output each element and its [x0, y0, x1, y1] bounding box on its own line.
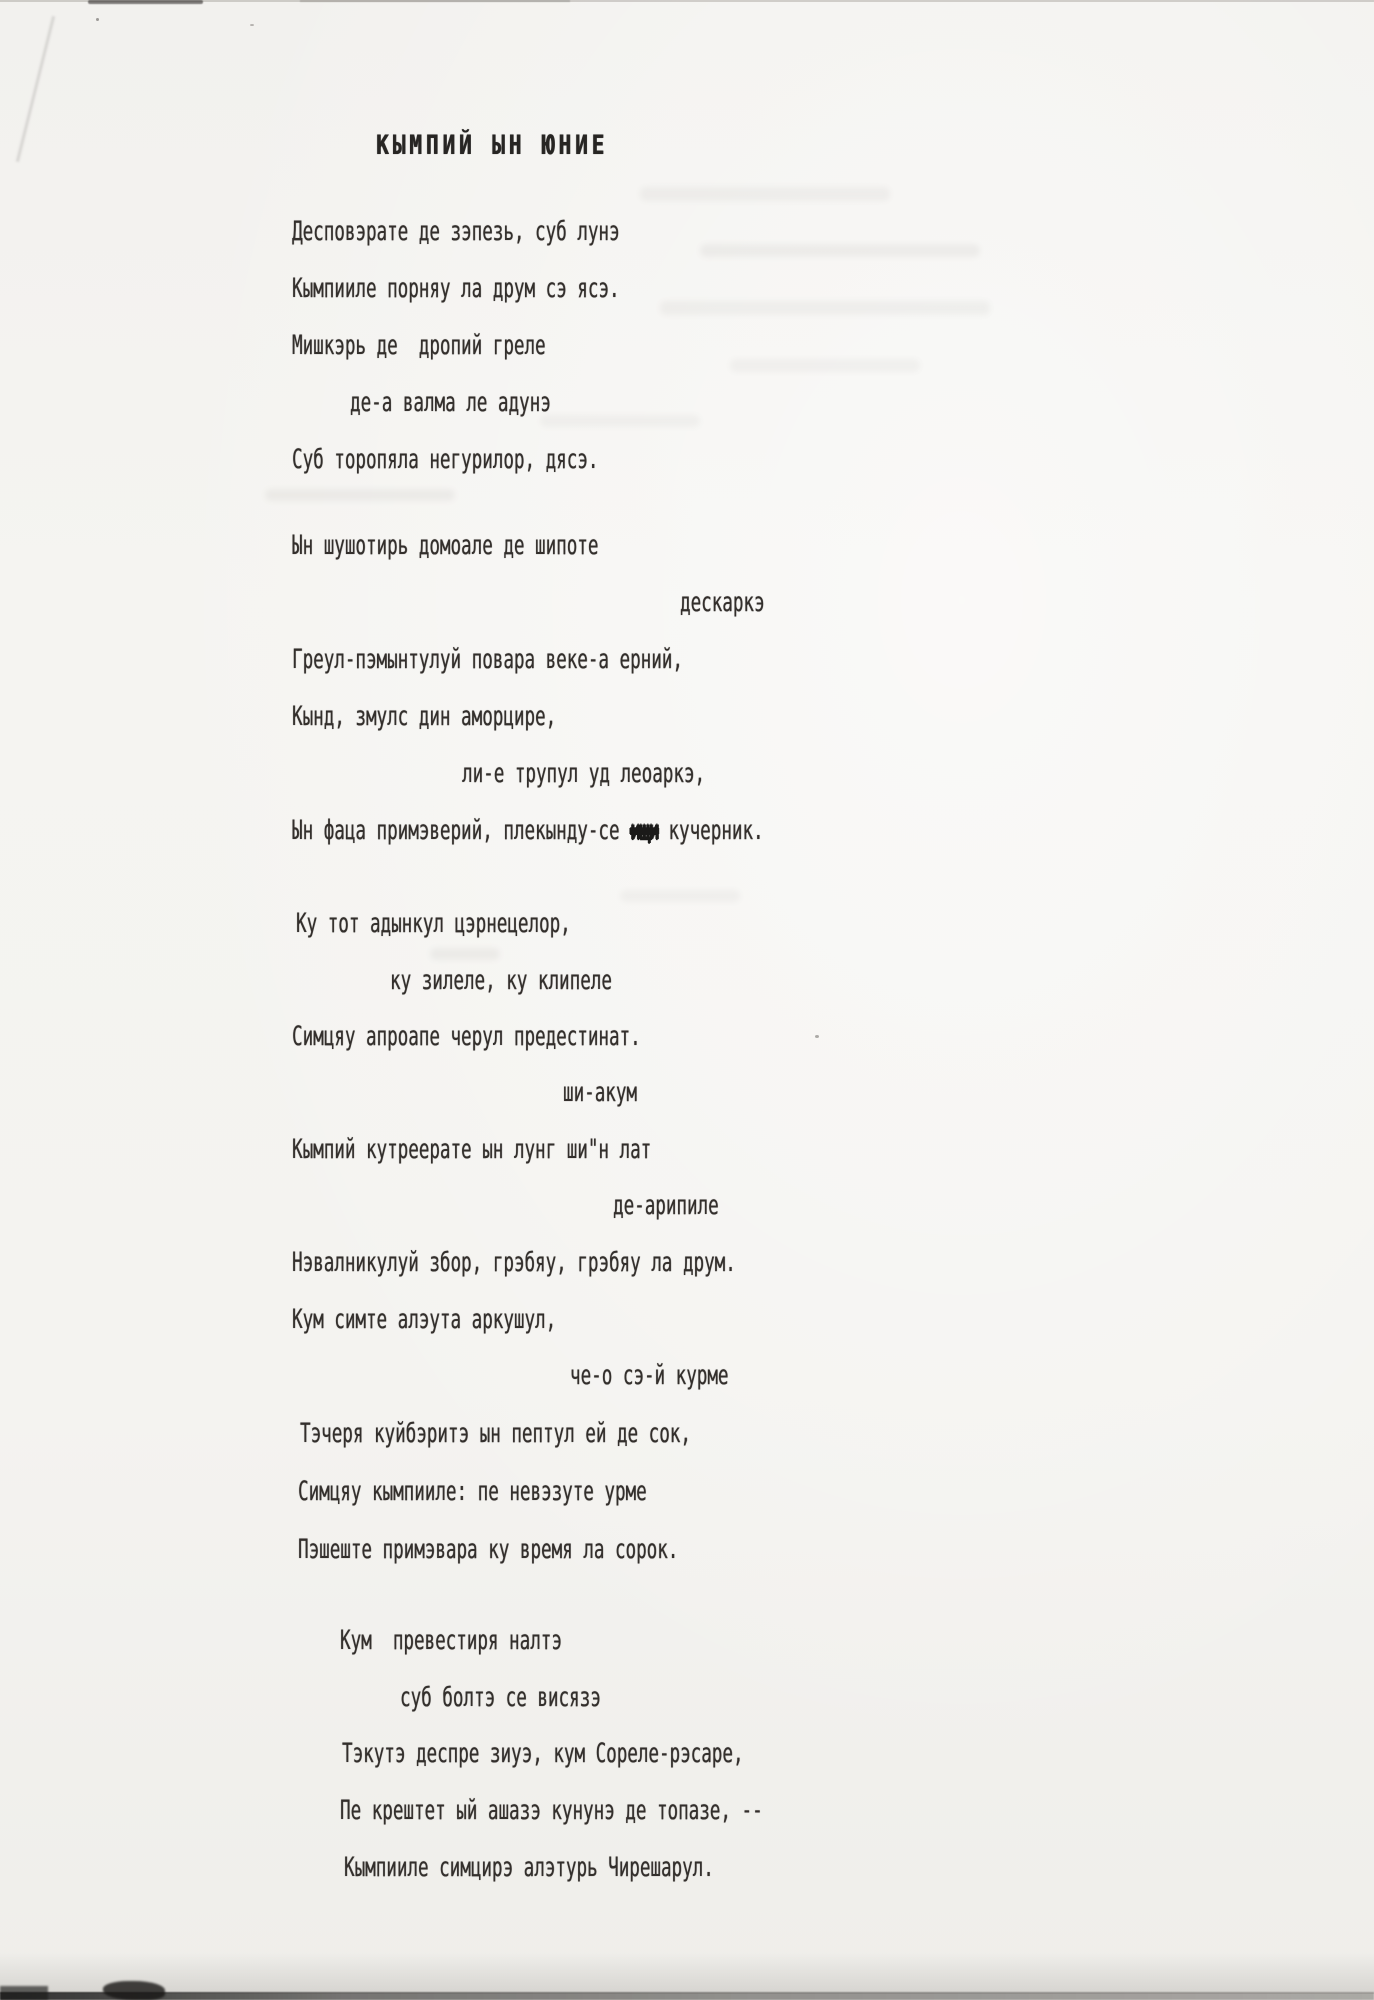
poem-line: Кум симте алэута аркушул, — [292, 1304, 557, 1335]
poem-line: Симцяу кымпииле: пе невэзуте урме — [298, 1476, 647, 1507]
bleed-through-smudge — [540, 415, 700, 427]
scan-artifact-bottom-edge — [0, 1992, 1374, 2000]
bleed-through-smudge — [700, 244, 980, 257]
poem-line: де-а валма ле адунэ — [350, 387, 551, 418]
poem-line: Ын шушотирь домоале де шипоте — [292, 530, 599, 561]
poem-line: Тэкутэ деспре зиуэ, кум Сореле-рэсаре, — [342, 1738, 744, 1769]
poem-title: КЫМПИЙ ЫН ЮНИЕ — [376, 130, 609, 161]
poem-line: де-арипиле — [613, 1190, 719, 1221]
poem-line: ши-акум — [563, 1077, 637, 1108]
poem-text: Ын фаца примэверий, плекынду-се — [292, 815, 631, 846]
poem-line: Симцяу апроапе черул предестинат. — [292, 1021, 641, 1052]
poem-line: Ку тот адынкул цэрнецелор, — [296, 908, 571, 939]
poem-line: Суб торопяла негурилор, дясэ. — [292, 444, 599, 475]
poem-line: Кымпий кутреерате ын лунг ши"н лат — [292, 1134, 652, 1165]
poem-line: Кынд, змулс дин аморцире, — [292, 701, 557, 732]
poem-line: Десповэрате де зэпезь, суб лунэ — [292, 216, 620, 247]
poem-line: Нэвалникулуй збор, грэбяу, грэбяу ла друм. — [292, 1247, 736, 1278]
poem-line: Мишкэрь де дропий греле — [292, 330, 546, 361]
bleed-through-smudge — [660, 301, 990, 315]
poem-line: Пэшеште примэвара ку время ла сорок. — [298, 1534, 679, 1565]
scan-artifact-crease — [16, 16, 55, 162]
poem-line: че-о сэ-й курме — [570, 1360, 729, 1391]
scan-artifact-corner — [0, 1986, 48, 2000]
bleed-through-smudge — [265, 489, 455, 501]
poem-line: дескаркэ — [680, 587, 765, 618]
bleed-through-smudge — [620, 890, 740, 902]
scan-artifact-speck — [815, 1035, 819, 1038]
scan-artifact-speck — [96, 18, 99, 21]
bleed-through-smudge — [640, 187, 890, 201]
poem-line: Греул-пэмынтулуй повара веке-а ерний, — [292, 644, 683, 675]
poem-line — [292, 817, 764, 844]
poem-line: суб болтэ се висязэ — [400, 1682, 601, 1713]
scan-artifact-top-smudge — [88, 0, 203, 4]
poem-text: кучерник. — [657, 815, 764, 846]
poem-line: ли-е трупул уд леоаркэ, — [462, 758, 706, 789]
scan-artifact-speck — [250, 24, 254, 26]
poem-line: Пе крештет ый ашазэ кунунэ де топазе, -- — [340, 1795, 763, 1826]
scan-artifact-bottom-blob — [103, 1981, 165, 2000]
overtyped-struck-word: ищи — [630, 815, 658, 846]
poem-line: ку зилеле, ку клипеле — [390, 965, 612, 996]
scan-artifact-top-edge — [0, 0, 1374, 2]
bleed-through-smudge — [430, 948, 500, 960]
poem-line: Кымпииле порняу ла друм сэ ясэ. — [292, 273, 620, 304]
poem-line: Кум превестиря налтэ — [340, 1625, 562, 1656]
poem-line: Тэчеря куйбэритэ ын пептул ей де сок, — [300, 1418, 691, 1449]
scan-artifact-bottom-shadow — [0, 1952, 1374, 1994]
scan-artifact-top-smudge — [300, 0, 570, 2]
poem-line: Кымпииле симцирэ алэтурь Чирешарул. — [344, 1852, 714, 1883]
bleed-through-smudge — [730, 359, 920, 372]
